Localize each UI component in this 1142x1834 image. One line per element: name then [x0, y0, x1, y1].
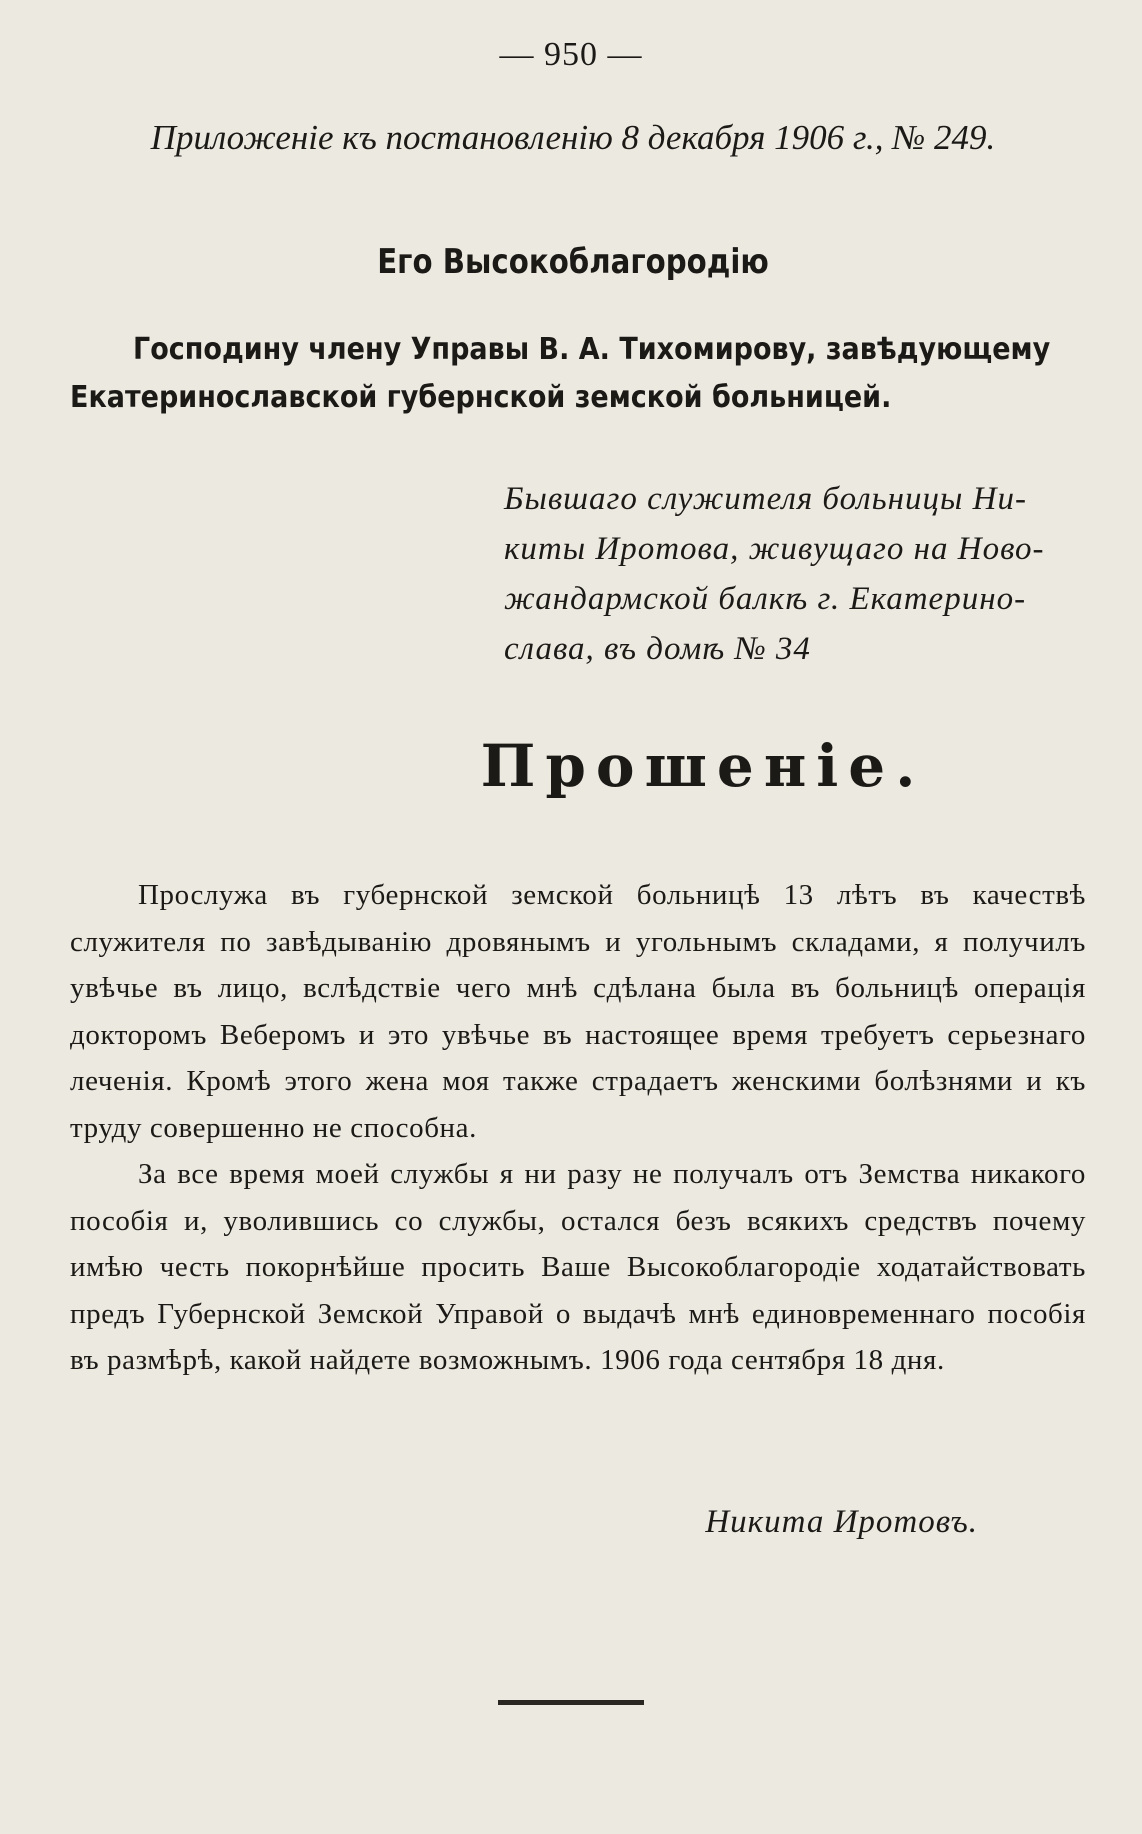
petition-heading: Прошеніе.: [480, 732, 926, 800]
addressee-line-2: Екатеринославской губернской земской больницей.: [70, 380, 892, 415]
addressee-line-1: Господину члену Управы В. А. Тихомирову, завѣдующему: [133, 332, 1051, 367]
addressee-block: [70, 326, 1074, 422]
addressee-title: Его Высокоблагородію: [377, 242, 769, 282]
sender-line: киты Иротова, живущаго на Ново-: [504, 531, 1045, 567]
sender-line: жандармской балкѣ г. Екатерино-: [504, 581, 1027, 617]
sender-line: Бывшаго служителя больницы Ни-: [504, 481, 1027, 517]
appendix-line: Приложеніе къ постановленію 8 декабря 1906 г., № 249.: [150, 118, 996, 157]
page-number: — 950 —: [499, 36, 643, 73]
petition-body: [70, 872, 1086, 1384]
closing-rule: [498, 1700, 644, 1705]
body-paragraph-2: За все время моей службы я ни разу не получалъ отъ Земства никакого пособія и, уволившись со службы, остался безъ всякихъ средствъ почему имѣю честь покорнѣйше просить Ваше Высокоблагородіе ходатайствовать предъ Губернской Земской Управой о выдачѣ мнѣ единовременнаго пособія въ размѣрѣ, какой найдете возможнымъ. 1906 года сентября 18 дня.: [70, 1158, 1086, 1376]
sender-block: [504, 474, 1086, 674]
sender-line: слава, въ домѣ № 34: [504, 631, 811, 667]
body-paragraph-1: Прослужа въ губернской земской больницѣ 13 лѣтъ въ качествѣ служителя по завѣдыванію дровянымъ и угольнымъ складами, я получилъ увѣчье въ лицо, вслѣдствіе чего мнѣ сдѣлана была въ больницѣ операція докторомъ Веберомъ и это увѣчье въ настоящее время требуетъ серьезнаго леченія. Кромѣ этого жена моя также страдаетъ женскими болѣзнями и къ труду совершенно не способна.: [70, 879, 1086, 1144]
signature: Никита Иротовъ.: [705, 1504, 978, 1540]
